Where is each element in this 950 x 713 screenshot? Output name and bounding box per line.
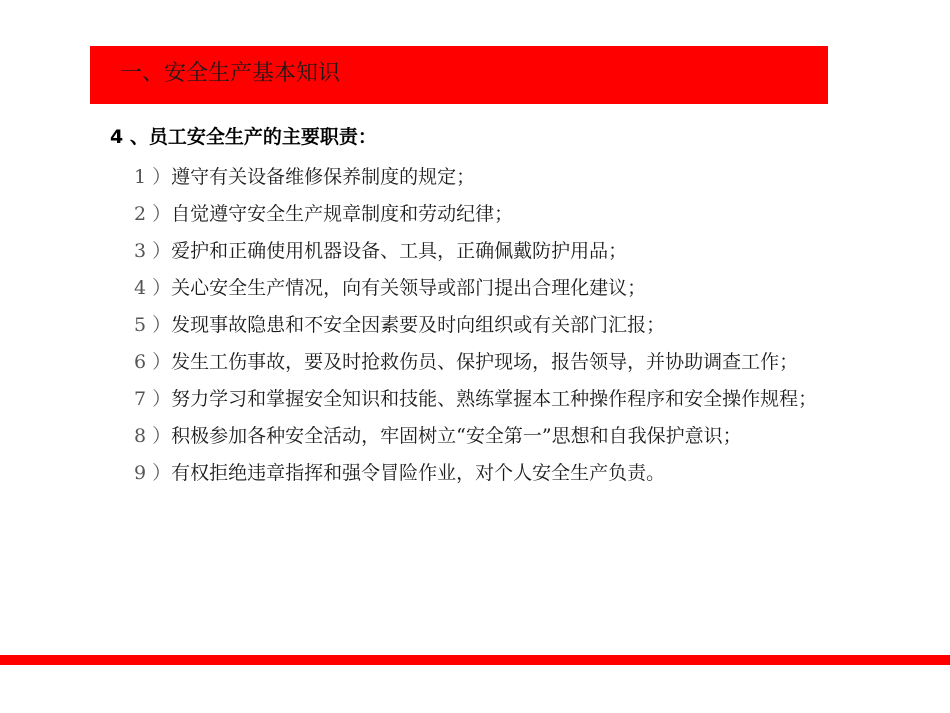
list-item (110, 344, 845, 381)
item-number: 5 ） (134, 314, 172, 336)
item-number: 2 ） (134, 203, 172, 225)
item-text: 爱护和正确使用机器设备、工具，正确佩戴防护用品； (171, 240, 628, 262)
item-text: 关心安全生产情况，向有关领导或部门提出合理化建议； (171, 277, 647, 299)
item-number: 1 ） (134, 166, 172, 188)
item-number: 3 ） (134, 240, 172, 262)
item-text: 遵守有关设备维修保养制度的规定； (171, 166, 476, 188)
list-item (110, 233, 845, 270)
section-heading: 4 、员工安全生产的主要职责： (110, 126, 377, 148)
item-number: 8 ） (134, 425, 172, 447)
item-text: 有权拒绝违章指挥和强令冒险作业，对个人安全生产负责。 (171, 462, 666, 484)
list-item (110, 196, 845, 233)
list-item (110, 455, 845, 492)
item-number: 6 ） (134, 351, 172, 373)
list-item (110, 307, 845, 344)
duty-list (110, 159, 845, 492)
item-number: 7 ） (134, 388, 172, 410)
item-text: 发现事故隐患和不安全因素要及时向组织或有关部门汇报； (171, 314, 666, 336)
list-item (110, 159, 845, 196)
item-text: 自觉遵守安全生产规章制度和劳动纪律； (171, 203, 514, 225)
list-item (110, 270, 845, 307)
list-item (110, 381, 845, 418)
item-text: 积极参加各种安全活动，牢固树立“安全第一”思想和自我保护意识； (171, 425, 742, 447)
list-item (110, 418, 845, 455)
item-number: 9 ） (134, 462, 172, 484)
item-text: 发生工伤事故，要及时抢救伤员、保护现场，报告领导，并协助调查工作； (171, 351, 799, 373)
item-number: 4 ） (134, 277, 172, 299)
footer-stripe (0, 655, 950, 665)
slide-title: 一、安全生产基本知识 (120, 61, 341, 86)
item-text: 努力学习和掌握安全知识和技能、熟练掌握本工种操作程序和安全操作规程； (171, 388, 818, 410)
